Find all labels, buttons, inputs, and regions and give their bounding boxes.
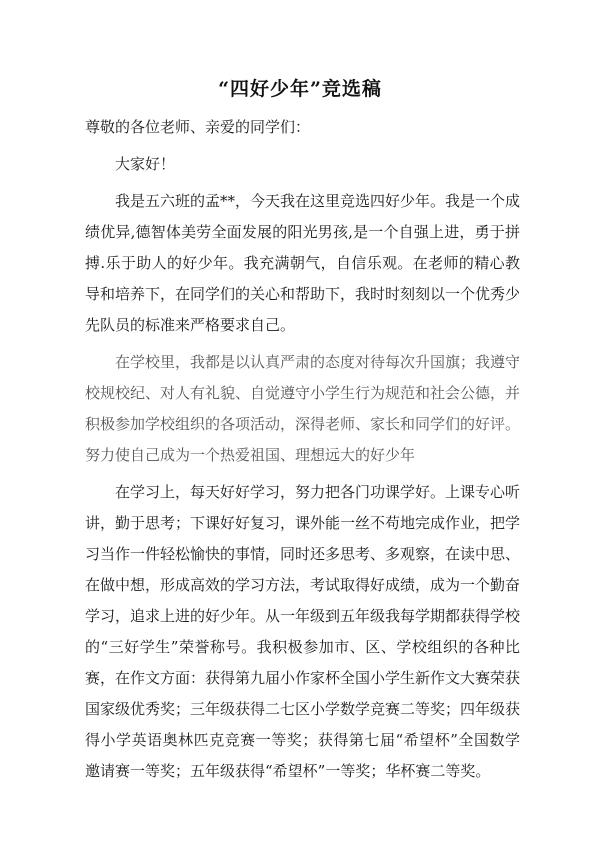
document-body: [85, 112, 520, 787]
paragraph-introduction: 我是五六班的孟**，今天我在这里竞选四好少年。我是一个成绩优异,德智体美劳全面发展的阳光男孩,是一个自强上进，勇于拼搏.乐于助人的好少年。我充满朝气，自信乐观。在老师的精心教导和培养下，在同学们的关心和帮助下，我时时刻刻以一个优秀少先队员的标准来严格要求自己。: [85, 192, 521, 334]
document-title: “四好少年”竞选稿: [218, 78, 382, 100]
paragraph-study-achievements: 在学习上，每天好好学习，努力把各门功课学好。上课专心听讲，勤于思考；下课好好复习，课外能一丝不苟地完成作业，把学习当作一件轻松愉快的事情，同时还多思考、多观察，在读中思、在做中想，形成高效的学习方法，考试取得好成绩，成为一个勤奋学习，追求上进的好少年。从一年级到五年级我每学期都获得学校的“三好学生”荣誉称号。我积极参加市、区、学校组织的各种比赛，在作文方面：获得第九届小作家杯全国小学生新作文大赛荣获国家级优秀奖；三年级获得二七区小学数学竞赛二等奖；四年级获得小学英语奥林匹克竞赛一等奖；获得第七届“希望杯”全国数学邀请赛一等奖；五年级获得“希望杯”一等奖；华杯赛二等奖。: [85, 483, 521, 780]
salutation: 尊敬的各位老师、亲爱的同学们：: [85, 118, 311, 136]
greeting: 大家好！: [115, 155, 176, 173]
paragraph-school-conduct: 在学校里，我都是以认真严肃的态度对待每次升国旗；我遵守校规校纪、对人有礼貌、自觉遵守小学生行为规范和社会公德，并积极参加学校组织的各项活动，深得老师、家长和同学们的好评。努力使自己成为一个热爱祖国、理想远大的好少年: [85, 353, 521, 464]
